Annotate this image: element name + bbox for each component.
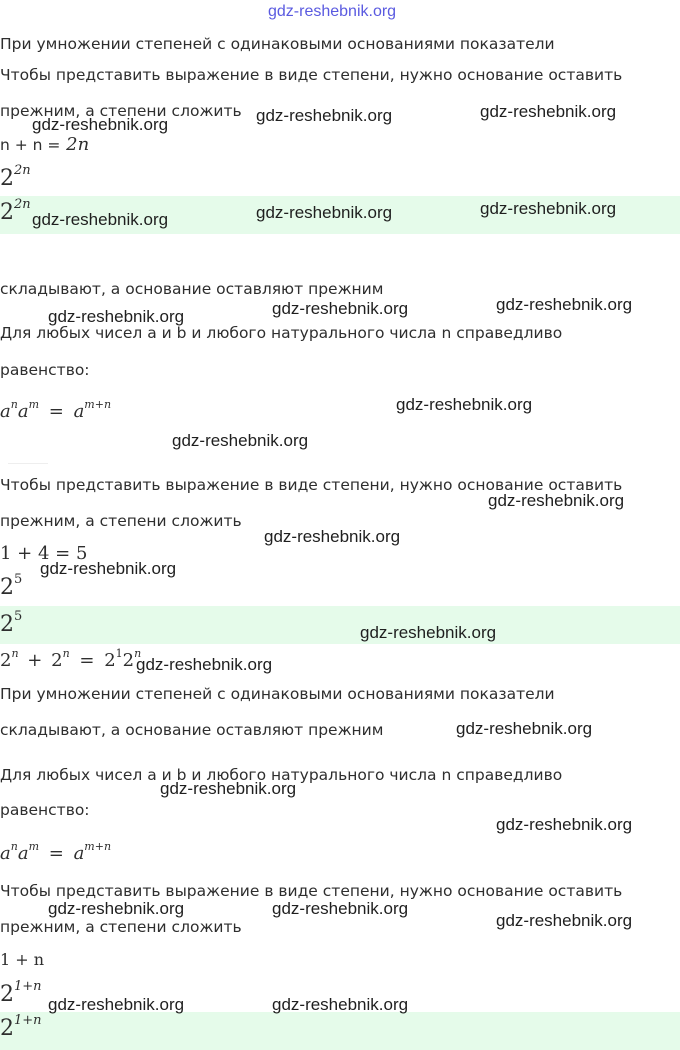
formula-equals: = [48,843,64,864]
watermark: gdz-reshebnik.org [456,719,593,738]
watermark: gdz-reshebnik.org [256,106,393,125]
sum-line [0,134,89,155]
rule-text: Чтобы представить выражение в виде степени, нужно основание оставить [0,476,623,494]
power-expression [0,979,42,1007]
formula-symbol: a [0,843,11,864]
watermark: gdz-reshebnik.org [272,995,409,1014]
power-base: 2 [0,612,14,637]
formula-exponent: m [28,398,39,411]
watermark: gdz-reshebnik.org [272,299,409,318]
formula-exponent: n [10,840,18,853]
answer-expression [0,1013,42,1041]
formula-symbol: 2 [104,650,116,671]
power-base: 2 [0,982,14,1007]
section-divider [8,463,48,464]
formula-exponent: n [10,398,18,411]
formula-exponent: m+n [84,398,112,411]
identity-formula [0,398,112,422]
watermark: gdz-reshebnik.org [272,899,409,918]
watermark: gdz-reshebnik.org [480,199,617,218]
sum-line: 1 + n [0,950,45,969]
watermark: gdz-reshebnik.org [32,115,169,134]
formula-exponent: m+n [84,840,112,853]
answer-expression [0,609,23,637]
watermark: gdz-reshebnik.org [496,815,633,834]
formula-symbol: a [73,401,85,422]
watermark: gdz-reshebnik.org [136,655,273,674]
rule-text: Чтобы представить выражение в виде степени, нужно основание оставить [0,66,623,84]
answer-expression [0,197,31,225]
site-header-link[interactable]: gdz-reshebnik.org [268,3,397,20]
power-base: 2 [0,575,14,600]
power-base: 2 [0,166,14,191]
formula-exponent: m [28,840,39,853]
rule-text: равенство: [0,361,90,379]
rule-text: Чтобы представить выражение в виде степени, нужно основание оставить [0,882,623,900]
watermark: gdz-reshebnik.org [264,527,401,546]
watermark: gdz-reshebnik.org [396,395,533,414]
watermark: gdz-reshebnik.org [480,102,617,121]
rule-text: При умножении степеней с одинаковыми основаниями показатели [0,685,555,703]
answer-highlight-3 [0,1012,680,1050]
formula-equals: = [48,401,64,422]
power-expression [0,163,31,191]
sum-label: n + n = [0,136,61,154]
answer-highlight-2 [0,606,680,644]
formula-symbol: 2 [51,650,63,671]
power-exponent: 2n [14,197,31,212]
watermark: gdz-reshebnik.org [32,210,169,229]
formula-symbol: a [17,401,29,422]
rule-text: Для любых чисел a и b и любого натурального числа n справедливо [0,766,563,784]
power-base: 2 [0,1016,14,1041]
formula-exponent: 1 [115,647,123,660]
watermark: gdz-reshebnik.org [48,995,185,1014]
formula-plus: + [27,650,43,671]
rule-text: Для любых чисел a и b и любого натурального числа n справедливо [0,324,563,342]
formula-equals: = [79,650,95,671]
power-exponent: 5 [14,609,23,624]
power-exponent: 1+n [14,1013,42,1028]
watermark: gdz-reshebnik.org [488,491,625,510]
watermark: gdz-reshebnik.org [496,911,633,930]
rule-text: складывают, а основание оставляют прежним [0,280,384,298]
watermark: gdz-reshebnik.org [40,559,177,578]
rule-text: прежним, а степени сложить [0,512,242,530]
rule-text: равенство: [0,801,90,819]
watermark: gdz-reshebnik.org [48,307,185,326]
formula-symbol: a [73,843,85,864]
rule-text: складывают, а основание оставляют прежним [0,721,384,739]
formula-exponent: n [134,647,142,660]
formula-symbol: 2 [0,650,12,671]
rule-text: При умножении степеней с одинаковыми основаниями показатели [0,35,555,53]
formula-symbol: 2 [122,650,135,671]
power-base: 2 [0,200,14,225]
power-exponent: 1+n [14,979,42,994]
power-exponent: 2n [14,163,31,178]
watermark: gdz-reshebnik.org [172,431,309,450]
rule-text: прежним, а степени сложить [0,918,242,936]
watermark: gdz-reshebnik.org [496,295,633,314]
sum-result: 2n [66,134,90,155]
sum-line: 1 + 4 = 5 [0,543,88,564]
watermark: gdz-reshebnik.org [256,203,393,222]
formula-exponent: n [62,647,70,660]
power-expression [0,572,23,600]
formula-symbol: a [0,401,11,422]
identity-formula [0,647,142,671]
watermark: gdz-reshebnik.org [360,623,497,642]
formula-exponent: n [11,647,19,660]
power-exponent: 5 [14,572,23,587]
watermark: gdz-reshebnik.org [160,779,297,798]
watermark: gdz-reshebnik.org [48,899,185,918]
formula-symbol: a [17,843,29,864]
identity-formula [0,840,112,864]
rule-text: прежним, а степени сложить [0,102,242,120]
